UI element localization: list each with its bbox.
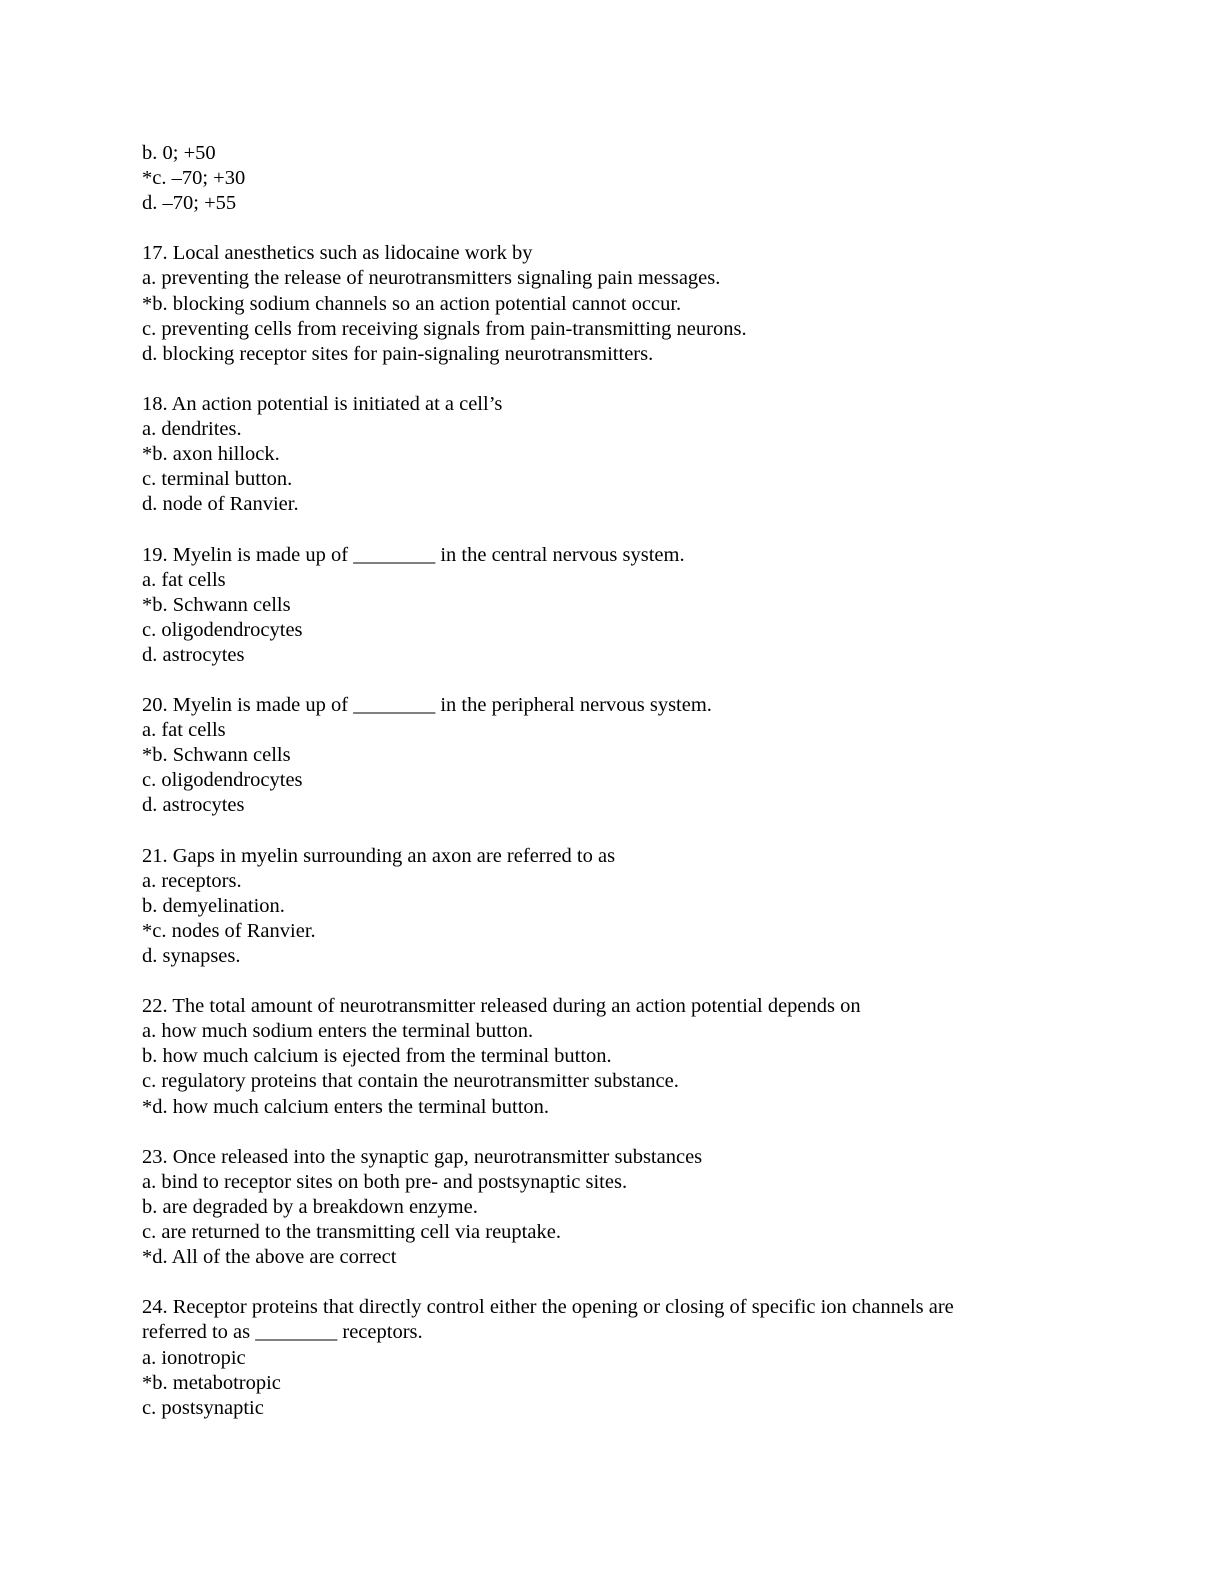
spacer	[142, 1120, 1082, 1145]
question-stem: 19. Myelin is made up of ________ in the central nervous system.	[142, 543, 685, 566]
question-stem: 17. Local anesthetics such as lidocaine work by	[142, 242, 533, 265]
option-line: d. blocking receptor sites for pain-signaling neurotransmitters.	[142, 342, 654, 365]
option-line: *c. –70; +30	[142, 167, 246, 190]
option-line: d. –70; +55	[142, 192, 237, 215]
option-line: d. astrocytes	[142, 643, 245, 666]
option-line: b. 0; +50	[142, 142, 216, 164]
option-line: a. bind to receptor sites on both pre- and postsynaptic sites.	[142, 1170, 628, 1193]
option-line: *b. metabotropic	[142, 1371, 281, 1394]
option-line: c. oligodendrocytes	[142, 769, 303, 792]
question-19	[142, 543, 1082, 668]
option-line: a. fat cells	[142, 719, 226, 742]
question-stem: 24. Receptor proteins that directly control either the opening or closing of specific ion channels are	[142, 1296, 954, 1319]
option-line: c. terminal button.	[142, 468, 293, 491]
option-line: d. node of Ranvier.	[142, 493, 299, 516]
option-line: d. synapses.	[142, 945, 241, 967]
question-21	[142, 844, 1082, 969]
continued-options	[142, 141, 1082, 216]
option-line: a. how much sodium enters the terminal button.	[142, 1020, 534, 1043]
option-line: c. regulatory proteins that contain the neurotransmitter substance.	[142, 1070, 679, 1093]
spacer	[142, 517, 1082, 542]
option-line: *c. nodes of Ranvier.	[142, 919, 316, 942]
option-line: b. demyelination.	[142, 894, 285, 917]
option-line: a. preventing the release of neurotransmitters signaling pain messages.	[142, 267, 721, 290]
question-22	[142, 994, 1082, 1119]
document-page	[142, 141, 1082, 1421]
option-line: a. dendrites.	[142, 418, 242, 441]
option-line: b. how much calcium is ejected from the terminal button.	[142, 1045, 612, 1068]
question-stem-continued: referred to as ________ receptors.	[142, 1321, 423, 1344]
option-line: c. oligodendrocytes	[142, 618, 303, 641]
spacer	[142, 819, 1082, 844]
question-stem: 18. An action potential is initiated at a cell’s	[142, 392, 503, 415]
question-24	[142, 1295, 1082, 1420]
option-line: *b. Schwann cells	[142, 593, 291, 616]
option-line: *b. axon hillock.	[142, 443, 280, 466]
option-line: *b. Schwann cells	[142, 744, 291, 767]
option-line: c. postsynaptic	[142, 1396, 264, 1419]
spacer	[142, 969, 1082, 994]
spacer	[142, 367, 1082, 392]
question-stem: 23. Once released into the synaptic gap, neurotransmitter substances	[142, 1145, 703, 1168]
option-line: c. are returned to the transmitting cell via reuptake.	[142, 1221, 561, 1244]
question-20	[142, 693, 1082, 818]
question-23	[142, 1145, 1082, 1270]
spacer	[142, 668, 1082, 693]
spacer	[142, 216, 1082, 241]
question-stem: 21. Gaps in myelin surrounding an axon are referred to as	[142, 844, 616, 867]
question-18	[142, 392, 1082, 517]
option-line: *d. how much calcium enters the terminal button.	[142, 1095, 550, 1118]
option-line: a. fat cells	[142, 568, 226, 591]
option-line: *b. blocking sodium channels so an action potential cannot occur.	[142, 292, 682, 315]
option-line: a. ionotropic	[142, 1346, 246, 1369]
question-17	[142, 241, 1082, 366]
option-line: *d. All of the above are correct	[142, 1246, 397, 1269]
question-stem: 20. Myelin is made up of ________ in the peripheral nervous system.	[142, 694, 712, 717]
option-line: c. preventing cells from receiving signals from pain-transmitting neurons.	[142, 317, 747, 340]
option-line: a. receptors.	[142, 869, 242, 892]
question-stem: 22. The total amount of neurotransmitter released during an action potential depends on	[142, 995, 861, 1018]
spacer	[142, 1270, 1082, 1295]
option-line: b. are degraded by a breakdown enzyme.	[142, 1195, 478, 1218]
option-line: d. astrocytes	[142, 794, 245, 817]
